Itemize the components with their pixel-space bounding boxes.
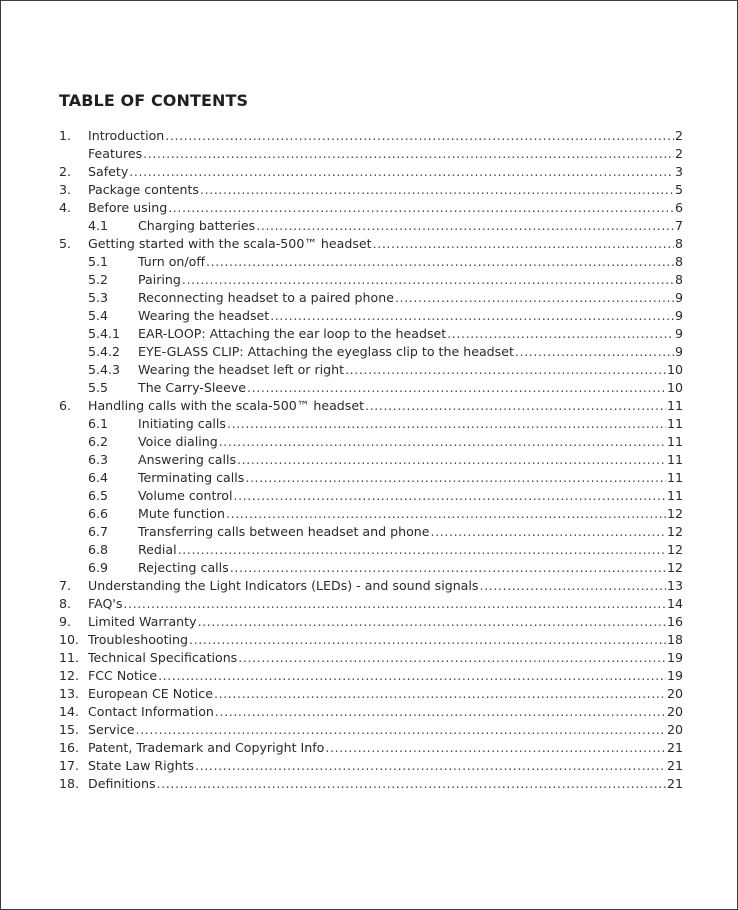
toc-leader-dots <box>123 595 666 613</box>
toc-entry-label: EYE-GLASS CLIP: Attaching the eyeglass clip to the headset <box>138 344 514 359</box>
toc-entry-label: Package contents <box>88 182 199 197</box>
toc-entry-label: Troubleshooting <box>88 632 189 647</box>
toc-entry-page: 10 <box>666 362 683 377</box>
toc-entry-page: 3 <box>674 164 683 179</box>
toc-entry-page: 18 <box>666 632 683 647</box>
toc-entry[interactable] <box>59 397 683 415</box>
toc-leader-dots <box>195 757 666 775</box>
toc-entry[interactable] <box>59 703 683 721</box>
toc-entry-number: 6.5 <box>88 488 109 503</box>
toc-leader-dots <box>345 361 666 379</box>
toc-leader-dots <box>365 397 666 415</box>
toc-leader-dots <box>479 577 666 595</box>
toc-entry[interactable] <box>59 433 683 451</box>
toc-entry-page: 11 <box>666 488 683 503</box>
toc-entry[interactable] <box>59 325 683 343</box>
toc-leader-dots <box>227 415 666 433</box>
toc-entry-page: 21 <box>666 776 683 791</box>
toc-entry-page: 8 <box>674 272 683 287</box>
toc-entry-page: 19 <box>666 668 683 683</box>
toc-entry-page: 8 <box>674 236 683 251</box>
toc-entry-number: 5.4.1 <box>88 326 121 341</box>
toc-leader-dots <box>238 649 666 667</box>
toc-entry[interactable] <box>59 199 683 217</box>
toc-leader-dots <box>226 505 666 523</box>
toc-entry-number: 6. <box>59 398 72 413</box>
toc-entry-label: Transferring calls between headset and phone <box>138 524 430 539</box>
toc-entry-number: 15. <box>59 722 80 737</box>
toc-entry-number: 6.6 <box>88 506 109 521</box>
toc-entry[interactable] <box>59 721 683 739</box>
toc-leader-dots <box>129 163 674 181</box>
toc-entry-number: 4. <box>59 200 72 215</box>
toc-entry-page: 10 <box>666 380 683 395</box>
toc-entry-label: Pairing <box>138 272 181 287</box>
toc-entry-label: Answering calls <box>138 452 237 467</box>
toc-entry-label: Charging batteries <box>138 218 256 233</box>
toc-entry-number: 10. <box>59 632 80 647</box>
toc-leader-dots <box>230 559 666 577</box>
toc-entry[interactable] <box>59 595 683 613</box>
toc-entry-label: Technical Specifications <box>88 650 238 665</box>
toc-entry-page: 11 <box>666 452 683 467</box>
table-of-contents <box>59 127 683 793</box>
toc-entry-page: 9 <box>674 290 683 305</box>
toc-leader-dots <box>165 127 674 145</box>
toc-entry-number: 16. <box>59 740 80 755</box>
toc-entry-page: 8 <box>674 254 683 269</box>
toc-entry-label: Getting started with the scala-500™ headset <box>88 236 372 251</box>
page-title: TABLE OF CONTENTS <box>59 91 249 110</box>
toc-leader-dots <box>325 739 666 757</box>
toc-leader-dots <box>245 469 666 487</box>
toc-entry[interactable] <box>59 289 683 307</box>
toc-leader-dots <box>247 379 666 397</box>
toc-entry-label: Introduction <box>88 128 165 143</box>
toc-entry-number: 17. <box>59 758 80 773</box>
toc-entry-page: 13 <box>666 578 683 593</box>
toc-entry-label: European CE Notice <box>88 686 213 701</box>
toc-entry[interactable] <box>59 469 683 487</box>
toc-entry-page: 5 <box>674 182 683 197</box>
toc-entry-number: 18. <box>59 776 80 791</box>
toc-entry[interactable] <box>59 253 683 271</box>
toc-entry-number: 13. <box>59 686 80 701</box>
toc-entry[interactable] <box>59 451 683 469</box>
toc-entry-number: 6.8 <box>88 542 109 557</box>
toc-entry[interactable] <box>59 145 683 163</box>
toc-entry[interactable] <box>59 181 683 199</box>
toc-entry-label: Wearing the headset left or right <box>138 362 345 377</box>
toc-entry-number: 6.2 <box>88 434 109 449</box>
toc-entry-page: 7 <box>674 218 683 233</box>
toc-entry-label: The Carry-Sleeve <box>138 380 247 395</box>
toc-entry-number: 5.4.3 <box>88 362 121 377</box>
toc-leader-dots <box>136 721 666 739</box>
toc-entry[interactable] <box>59 649 683 667</box>
toc-entry-label: State Law Rights <box>88 758 195 773</box>
toc-entry[interactable] <box>59 541 683 559</box>
toc-entry[interactable] <box>59 559 683 577</box>
toc-entry[interactable] <box>59 577 683 595</box>
toc-entry-label: Reconnecting headset to a paired phone <box>138 290 394 305</box>
toc-entry-label: Wearing the headset <box>138 308 270 323</box>
toc-entry-label: Definitions <box>88 776 156 791</box>
toc-entry-label: Safety <box>88 164 129 179</box>
toc-entry-number: 6.3 <box>88 452 109 467</box>
toc-entry-page: 21 <box>666 740 683 755</box>
toc-entry-page: 12 <box>666 560 683 575</box>
toc-leader-dots <box>219 433 666 451</box>
toc-entry[interactable] <box>59 235 683 253</box>
toc-entry-number: 5.3 <box>88 290 109 305</box>
toc-entry[interactable] <box>59 775 683 793</box>
toc-entry[interactable] <box>59 505 683 523</box>
toc-entry-page: 12 <box>666 542 683 557</box>
toc-entry-label: Before using <box>88 200 168 215</box>
toc-entry-number: 7. <box>59 578 72 593</box>
toc-entry-page: 6 <box>674 200 683 215</box>
toc-entry-number: 6.1 <box>88 416 109 431</box>
toc-leader-dots <box>200 181 674 199</box>
toc-entry[interactable] <box>59 217 683 235</box>
toc-leader-dots <box>157 775 666 793</box>
toc-leader-dots <box>189 631 666 649</box>
toc-entry-page: 11 <box>666 470 683 485</box>
toc-entry-page: 11 <box>666 434 683 449</box>
toc-leader-dots <box>206 253 674 271</box>
toc-entry-number: 5.2 <box>88 272 109 287</box>
toc-entry-number: 2. <box>59 164 72 179</box>
toc-entry-page: 9 <box>674 344 683 359</box>
toc-entry-label: Contact Information <box>88 704 214 719</box>
toc-entry-label: Volume control <box>138 488 233 503</box>
toc-leader-dots <box>256 217 674 235</box>
toc-entry-number: 6.7 <box>88 524 109 539</box>
toc-entry-number: 1. <box>59 128 72 143</box>
toc-entry-label: FAQ's <box>88 596 123 611</box>
toc-entry[interactable] <box>59 685 683 703</box>
toc-entry-number: 5.1 <box>88 254 109 269</box>
toc-entry-page: 12 <box>666 524 683 539</box>
toc-entry-label: Handling calls with the scala-500™ headset <box>88 398 365 413</box>
toc-entry[interactable] <box>59 487 683 505</box>
toc-entry-number: 14. <box>59 704 80 719</box>
toc-entry-label: Terminating calls <box>138 470 245 485</box>
toc-entry-label: Initiating calls <box>138 416 226 431</box>
toc-entry-number: 12. <box>59 668 80 683</box>
toc-entry[interactable] <box>59 163 683 181</box>
toc-entry-page: 20 <box>666 704 683 719</box>
toc-entry-label: Turn on/off <box>138 254 206 269</box>
toc-entry-label: Limited Warranty <box>88 614 197 629</box>
toc-leader-dots <box>214 685 666 703</box>
toc-entry-number: 5.5 <box>88 380 109 395</box>
toc-entry-label: Mute function <box>138 506 225 521</box>
toc-entry-number: 4.1 <box>88 218 109 233</box>
toc-entry-page: 11 <box>666 416 683 431</box>
toc-entry[interactable] <box>59 379 683 397</box>
toc-entry-page: 9 <box>674 308 683 323</box>
toc-entry-number: 3. <box>59 182 72 197</box>
toc-entry-page: 2 <box>674 128 683 143</box>
toc-entry-label: Features <box>88 146 143 161</box>
toc-leader-dots <box>182 271 674 289</box>
toc-entry-page: 9 <box>674 326 683 341</box>
toc-entry-number: 5.4 <box>88 308 109 323</box>
toc-entry[interactable] <box>59 343 683 361</box>
toc-leader-dots <box>198 613 666 631</box>
toc-entry-label: Redial <box>138 542 177 557</box>
toc-entry[interactable] <box>59 613 683 631</box>
toc-entry[interactable] <box>59 127 683 145</box>
toc-entry[interactable] <box>59 271 683 289</box>
toc-entry-page: 19 <box>666 650 683 665</box>
toc-entry[interactable] <box>59 757 683 775</box>
toc-entry-number: 9. <box>59 614 72 629</box>
toc-entry[interactable] <box>59 523 683 541</box>
toc-leader-dots <box>158 667 666 685</box>
toc-entry-number: 6.9 <box>88 560 109 575</box>
toc-entry-label: Understanding the Light Indicators (LEDs) - and sound signals <box>88 578 479 593</box>
toc-leader-dots <box>237 451 666 469</box>
toc-entry-page: 14 <box>666 596 683 611</box>
toc-entry-number: 6.4 <box>88 470 109 485</box>
toc-leader-dots <box>178 541 666 559</box>
toc-entry[interactable] <box>59 631 683 649</box>
toc-entry-number: 11. <box>59 650 80 665</box>
toc-entry[interactable] <box>59 307 683 325</box>
toc-entry-page: 12 <box>666 506 683 521</box>
toc-entry-page: 20 <box>666 686 683 701</box>
toc-entry-page: 11 <box>666 398 683 413</box>
toc-entry-page: 20 <box>666 722 683 737</box>
toc-entry-label: Rejecting calls <box>138 560 229 575</box>
toc-entry-page: 21 <box>666 758 683 773</box>
toc-leader-dots <box>168 199 674 217</box>
toc-entry-label: Service <box>88 722 135 737</box>
toc-entry-number: 5.4.2 <box>88 344 121 359</box>
toc-leader-dots <box>143 145 674 163</box>
toc-entry[interactable] <box>59 667 683 685</box>
toc-leader-dots <box>215 703 666 721</box>
toc-entry-label: Voice dialing <box>138 434 218 449</box>
toc-leader-dots <box>447 325 674 343</box>
toc-entry-label: FCC Notice <box>88 668 158 683</box>
toc-entry[interactable] <box>59 415 683 433</box>
toc-leader-dots <box>270 307 674 325</box>
toc-entry[interactable] <box>59 361 683 379</box>
toc-leader-dots <box>234 487 666 505</box>
toc-entry-page: 16 <box>666 614 683 629</box>
toc-leader-dots <box>515 343 674 361</box>
toc-leader-dots <box>431 523 666 541</box>
toc-entry-label: Patent, Trademark and Copyright Info <box>88 740 325 755</box>
toc-entry-number: 8. <box>59 596 72 611</box>
toc-leader-dots <box>373 235 674 253</box>
toc-entry-page: 2 <box>674 146 683 161</box>
toc-leader-dots <box>395 289 674 307</box>
toc-entry[interactable] <box>59 739 683 757</box>
toc-entry-label: EAR-LOOP: Attaching the ear loop to the headset <box>138 326 447 341</box>
toc-entry-number: 5. <box>59 236 72 251</box>
